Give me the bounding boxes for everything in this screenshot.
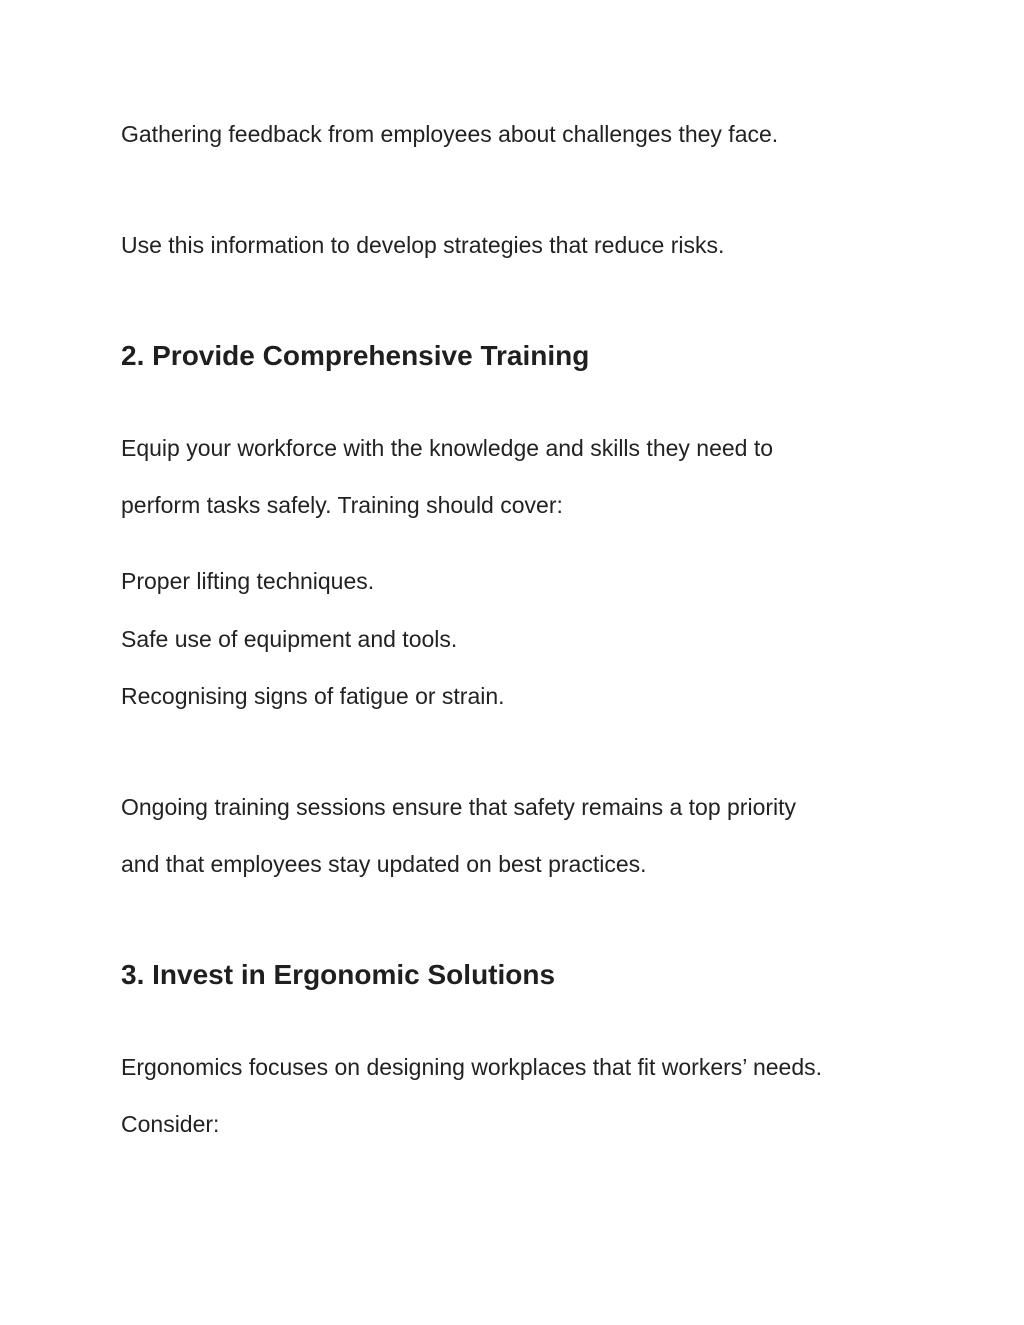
intro-text-line-1: Gathering feedback from employees about challenges they face.: [121, 121, 779, 147]
section-3-paragraph-line-1: Ergonomics focuses on designing workplaces that fit workers’ needs.: [121, 1054, 822, 1080]
intro-text-line-2: Use this information to develop strategies that reduce risks.: [121, 232, 725, 258]
section-2-paragraph-line-2: perform tasks safely. Training should cover:: [121, 492, 563, 518]
list-item: Safe use of equipment and tools.: [121, 626, 458, 652]
section-2-closing-line-2: and that employees stay updated on best practices.: [121, 851, 647, 877]
section-2-closing-line-1: Ongoing training sessions ensure that safety remains a top priority: [121, 794, 797, 820]
section-3-heading: 3. Invest in Ergonomic Solutions: [121, 959, 556, 990]
list-item: Proper lifting techniques.: [121, 568, 375, 594]
section-3-paragraph-line-2: Consider:: [121, 1111, 220, 1137]
section-2-heading: 2. Provide Comprehensive Training: [121, 340, 590, 371]
list-item: Recognising signs of fatigue or strain.: [121, 683, 505, 709]
section-2-paragraph-line-1: Equip your workforce with the knowledge and skills they need to: [121, 435, 774, 461]
